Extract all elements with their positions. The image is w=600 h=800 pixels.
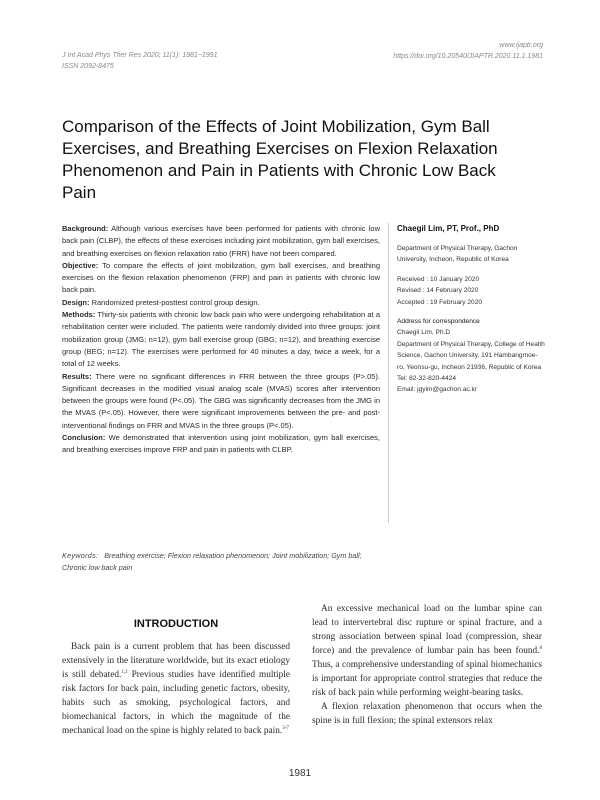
issn: ISSN 2092-8475 (62, 63, 114, 70)
abstract-label: Conclusion: (62, 433, 106, 443)
abstract-conclusion: Conclusion: We demonstrated that intervention using joint mobilization, gym ball exercises, and breathing exercises improve FRP and pain in patients with CLBP. (62, 433, 380, 455)
abstract-label: Results: (62, 371, 92, 381)
citation-superscript: 8 (539, 646, 542, 651)
correspondence-email[interactable]: Email: jgyim@gachon.ac.kr (397, 386, 477, 394)
abstract-label: Methods: (62, 310, 96, 320)
doi-link[interactable]: https://doi.org/10.20540/JIAPTR.2020.11.1.1981 (393, 53, 543, 60)
accepted-date: Accepted : 19 February 2020 (397, 298, 483, 306)
journal-website-link[interactable]: www.ijaptr.org (499, 42, 543, 49)
author-name: Chaegil Lim, PT, Prof., PhD (397, 224, 500, 233)
correspondence-heading: Address for correspondence (397, 318, 480, 326)
citation-superscript: 3-7 (282, 726, 289, 731)
abstract-background: Background: Although various exercises have been performed for patients with chronic low back pain (CLBP), the effects of these exercises including joint mobilization, gym ball exercises, and breathing exercises on flexion relaxation ratio (FRR) have not been compared. (62, 224, 380, 258)
title-line: Exercises, and Breathing Exercises on Flexion Relaxation (62, 139, 498, 158)
abstract-results: Results: There were no significant differences in FRR between the three groups (P>.05). Significant decreases in the modified visual analog scale (MVAS) scores after intervention between the groups were found (P<.05). The GBG was significantly decreases from the JMG in the MVAS (P<.05). However, there were significant improvements between the pre- and post-interventional findings on FRR and MVAS in the three groups (P<.05). (62, 371, 380, 430)
keywords-label: Keywords: (62, 551, 99, 560)
paragraph: Back pain is a current problem that has been discussed extensively in the literature worldwide, but its exact etiology is still debated.$^{1,2}$ Previous studies have identified multiple risk factors for back pain, including genetic factors, obesity, habits such as smoking, psychological factors, and biomechanical factors, in which the magnitude of the mechanical load on the spine is highly related to back pain.$^{3-7}$ (62, 642, 291, 736)
title-line: Phenomenon and Pain in Patients with Chronic Low Back (62, 161, 496, 180)
abstract-label: Background: (62, 224, 109, 233)
column-divider (388, 223, 389, 523)
body-column-left (62, 640, 290, 738)
author-info (397, 223, 545, 396)
abstract-design: Design: Randomized pretest-posttest control group design. (62, 297, 260, 307)
revised-date: Revised : 14 February 2020 (397, 287, 479, 295)
keywords-text: Breathing exercise; Flexion relaxation phenomenon; Joint mobilization; Gym ball; Chronic low back pain (62, 551, 362, 572)
correspondence-tel: Tel: 82-32-820-4424 (397, 375, 457, 383)
correspondence-address: Department of Physical Therapy, College of Health Science, Gachon University, 191 Hambangmoe-ro, Yeonsu-gu, Incheon 21936, Republic of Korea (397, 340, 545, 371)
journal-citation: J Int Acad Phys Ther Res 2020; 11(1): 1981~1991 (62, 52, 218, 59)
journal-citation-block (62, 50, 217, 72)
abstract-objective: Objective: To compare the effects of joint mobilization, gym ball exercises, and breathing exercises on the flexion relaxation phenomenon (FRP) and pain in patients with chronic low back pain. (62, 260, 380, 295)
paragraph: A flexion relaxation phenomenon that occurs when the spine is in full flexion; the spinal extensors relax (312, 702, 542, 726)
received-date: Received : 10 January 2020 (397, 275, 480, 283)
article-dates (397, 274, 545, 308)
abstract-label: Objective: (62, 260, 99, 270)
correspondence-name: Chaegil Lim, Ph.D (397, 329, 451, 337)
section-heading-introduction: INTRODUCTION (133, 618, 219, 630)
author-affiliation: Department of Physical Therapy, Gachon University, Incheon, Republic of Korea (397, 245, 518, 264)
correspondence (397, 316, 545, 396)
abstract (62, 223, 380, 457)
body-column-right (312, 602, 542, 728)
journal-link-block (393, 40, 543, 62)
abstract-label: Design: (62, 297, 90, 307)
article-title (62, 116, 540, 204)
page-number: 1981 (288, 768, 312, 779)
keywords (62, 550, 380, 574)
citation-superscript: 1,2 (121, 670, 128, 675)
title-line: Pain (62, 183, 97, 202)
paragraph: An excessive mechanical load on the lumbar spine can lead to intervertebral disc rupture or spinal fracture, and a strong association between spinal load (compression, shear force) and the prevalence of lumbar pain has been found.$^8$ Thus, a comprehensive understanding of spinal biomechanics is important for appropriate control strategies that reduce the risk of back pain while performing weight-bearing tasks. (312, 604, 542, 698)
title-line: Comparison of the Effects of Joint Mobilization, Gym Ball (62, 117, 490, 136)
abstract-methods: Methods: Thirty-six patients with chronic low back pain who were undergoing rehabilitation at a rehabilitation center were included. The patients were randomly divided into three groups: joint mobilization group (JMG; n=12), gym ball exercise group (GBG; n=12), and breathing exercise group (BEG; n=12). The exercises were performed for 40 minutes a day, twice a week, for a total of 12 weeks. (62, 310, 380, 369)
